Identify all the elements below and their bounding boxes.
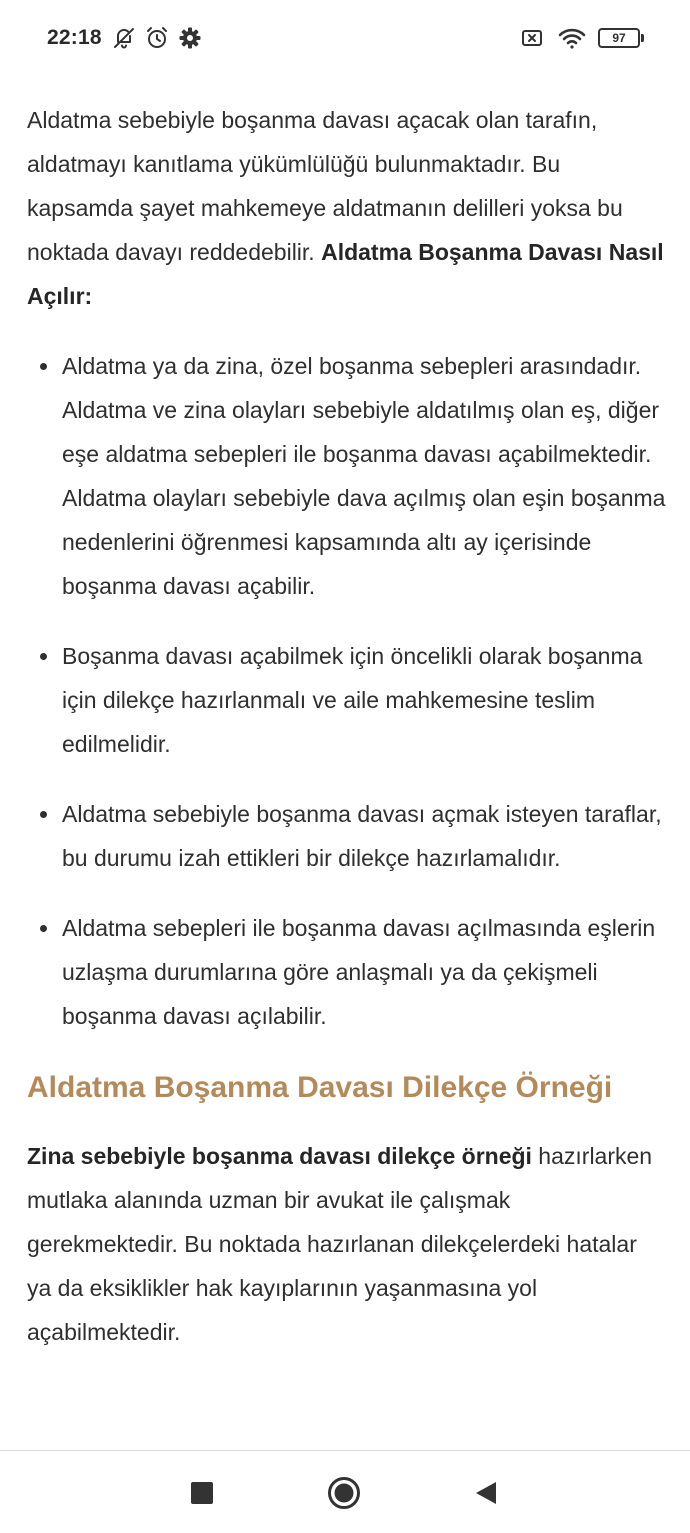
home-icon: [327, 1476, 361, 1510]
list-item: [27, 792, 667, 880]
bullet-list: [27, 344, 667, 1038]
navigation-bar: [0, 1451, 690, 1533]
recent-apps-button[interactable]: [182, 1473, 222, 1513]
battery-level: 97: [598, 28, 640, 48]
sim-x-icon: [520, 26, 544, 50]
gear-icon: [178, 26, 202, 50]
closing-paragraph: [27, 1134, 667, 1354]
back-icon: [475, 1481, 497, 1505]
bullet-dot: [40, 925, 47, 932]
status-right: [520, 26, 644, 50]
intro-text: Aldatma sebebiyle boşanma davası açacak olan tarafın, aldatmayı kanıtlama yükümlülüğü bulunmaktadır. Bu kapsamda şayet mahkemeye aldatmanın delilleri yoksa bu noktada davayı reddedebilir.: [27, 107, 623, 265]
battery-indicator: [598, 28, 644, 48]
back-button[interactable]: [466, 1473, 506, 1513]
status-time: 22:18: [47, 26, 102, 49]
section-heading: Aldatma Boşanma Davası Dilekçe Örneği: [27, 1071, 613, 1104]
intro-bold: Aldatma Boşanma Davası Nasıl Açılır:: [27, 239, 664, 309]
list-item-text: Aldatma sebepleri ile boşanma davası açılmasında eşlerin uzlaşma durumlarına göre anlaşmalı ya da çekişmeli boşanma davası açılabilir.: [62, 915, 656, 1029]
article-content: [27, 98, 667, 1354]
bullet-dot: [40, 811, 47, 818]
intro-paragraph: [27, 98, 667, 318]
closing-text: hazırlarken mutlaka alanında uzman bir avukat ile çalışmak gerekmektedir. Bu noktada hazırlanan dilekçelerdeki hatalar ya da eksiklikler hak kayıplarının yaşanmasına yol açabilmektedir.: [27, 1143, 653, 1345]
bell-off-icon: [112, 26, 136, 50]
list-item-text: Aldatma ya da zina, özel boşanma sebepleri arasındadır. Aldatma ve zina olayları sebebiyle aldatılmış olan eş, diğer eşe aldatma sebepleri ile boşanma davası açabilmektedir. Aldatma olayları sebebiyle dava açılmış olan eşin boşanma nedenlerini öğrenmesi kapsamında altı ay içerisinde boşanma davası açabilir.: [62, 353, 666, 599]
status-bar: [0, 0, 690, 76]
bullet-dot: [40, 363, 47, 370]
wifi-icon: [558, 26, 586, 50]
status-left: [47, 26, 211, 50]
list-item-text: Aldatma sebebiyle boşanma davası açmak isteyen taraflar, bu durumu izah ettikleri bir dilekçe hazırlamalıdır.: [62, 801, 662, 871]
list-item: [27, 344, 667, 608]
list-item: [27, 906, 667, 1038]
list-item-text: Boşanma davası açabilmek için öncelikli olarak boşanma için dilekçe hazırlanmalı ve aile mahkemesine teslim edilmelidir.: [62, 643, 643, 757]
alarm-icon: [145, 26, 169, 50]
bullet-dot: [40, 653, 47, 660]
recent-apps-icon: [191, 1482, 213, 1504]
home-button[interactable]: [324, 1473, 364, 1513]
closing-bold-link[interactable]: Zina sebebiyle boşanma davası dilekçe örneği: [27, 1143, 532, 1169]
battery-tip: [641, 34, 644, 42]
list-item: [27, 634, 667, 766]
